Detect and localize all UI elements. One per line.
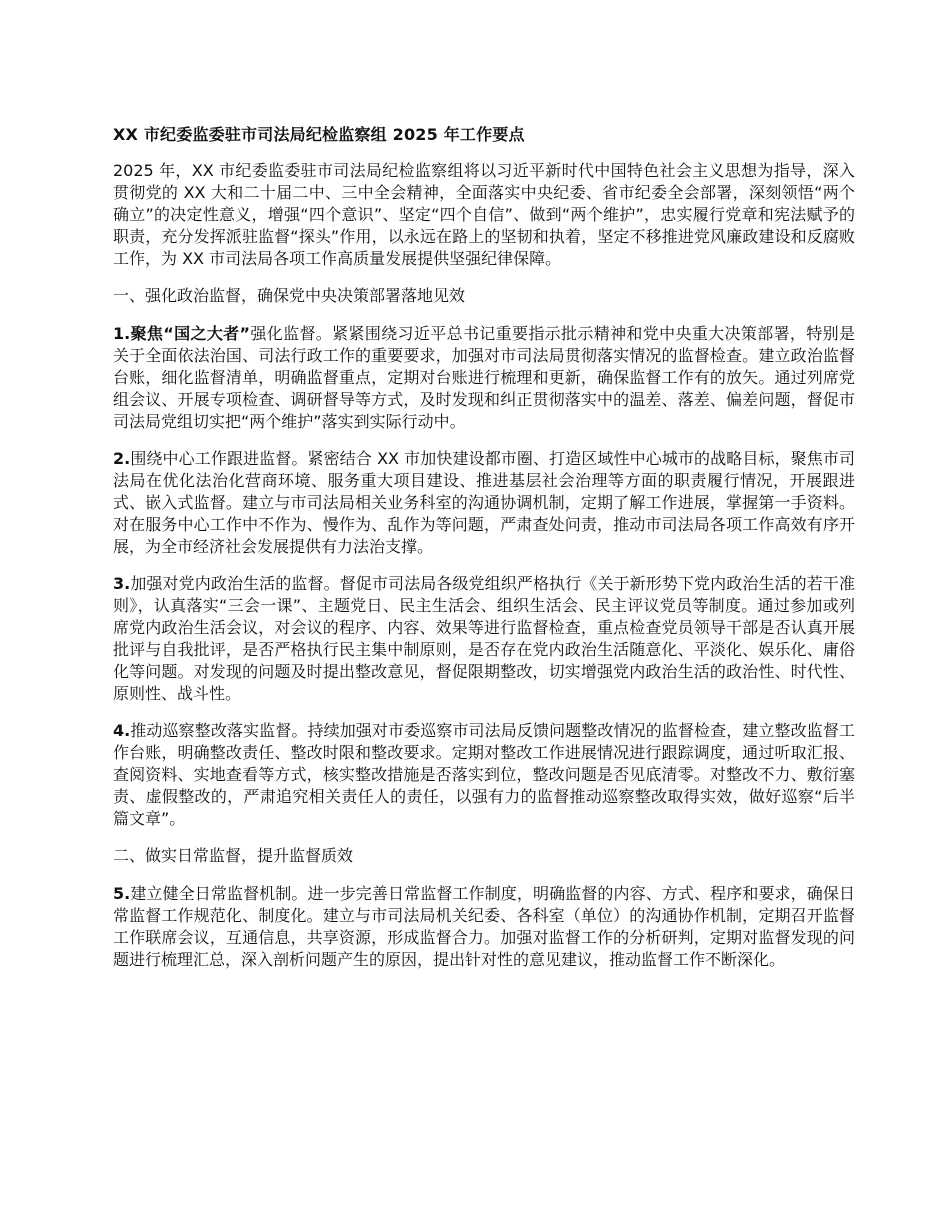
item-1-number: 1. [113,324,131,343]
item-2 [113,448,855,558]
item-1-body: 强化监督。紧紧围绕习近平总书记重要指示批示精神和党中央重大决策部署，特别是关于全面依法治国、司法行政工作的重要要求，加强对市司法局贯彻落实情况的监督检查。建立政治监督台账，细化监督清单，明确监督重点，定期对台账进行梳理和更新，确保监督工作有的放矢。通过列席党组会议、开展专项检查、调研督导等方式，及时发现和纠正贯彻落实中的温差、落差、偏差问题，督促市司法局党组切实把“两个维护”落实到实际行动中。 [113,324,855,431]
item-3-body: 加强对党内政治生活的监督。督促市司法局各级党组织严格执行《关于新形势下党内政治生活的若干准则》，认真落实“三会一课”、主题党日、民主生活会、组织生活会、民主评议党员等制度。通过参加或列席党内政治生活会议，对会议的程序、内容、效果等进行监督检查，重点检查党员领导干部是否认真开展批评与自我批评，是否严格执行民主集中制原则，是否存在党内政治生活随意化、平淡化、娱乐化、庸俗化等问题。对发现的问题及时提出整改意见，督促限期整改，切实增强党内政治生活的政治性、时代性、原则性、战斗性。 [113,574,855,703]
item-1 [113,323,855,433]
section-2-heading: 二、做实日常监督，提升监督质效 [113,846,354,865]
document-page [113,124,855,986]
item-1-lead: 聚焦“国之大者” [130,324,251,343]
document-title: XX 市纪委监委驻市司法局纪检监察组 2025 年工作要点 [113,125,525,144]
item-4 [113,720,855,830]
item-2-number: 2. [113,449,131,468]
item-4-number: 4. [113,721,131,740]
item-2-body: 围绕中心工作跟进监督。紧密结合 XX 市加快建设都市圈、打造区域性中心城市的战略目标，聚焦市司法局在优化法治化营商环境、服务重大项目建设、推进基层社会治理等方面的职责履行情况，开展跟进式、嵌入式监督。建立与市司法局相关业务科室的沟通协调机制，定期了解工作进展，掌握第一手资料。对在服务中心工作中不作为、慢作为、乱作为等问题，严肃查处问责，推动市司法局各项工作高效有序开展，为全市经济社会发展提供有力法治支撑。 [113,449,855,556]
intro-paragraph: 2025 年，XX 市纪委监委驻市司法局纪检监察组将以习近平新时代中国特色社会主义思想为指导，深入贯彻党的 XX 大和二十届二中、三中全会精神，全面落实中央纪委、省市纪委全会部署，深刻领悟“两个确立”的决定性意义，增强“四个意识”、坚定“四个自信”、做到“两个维护”，忠实履行党章和宪法赋予的职责，充分发挥派驻监督“探头”作用，以永远在路上的坚韧和执着，坚定不移推进党风廉政建设和反腐败工作，为 XX 市司法局各项工作高质量发展提供坚强纪律保障。 [113,161,855,268]
item-3-number: 3. [113,574,131,593]
item-4-body: 推动巡察整改落实监督。持续加强对市委巡察市司法局反馈问题整改情况的监督检查，建立整改监督工作台账，明确整改责任、整改时限和整改要求。定期对整改工作进展情况进行跟踪调度，通过听取汇报、查阅资料、实地查看等方式，核实整改措施是否落实到位，整改问题是否见底清零。对整改不力、敷衍塞责、虚假整改的，严肃追究相关责任人的责任，以强有力的监督推动巡察整改取得实效，做好巡察“后半篇文章”。 [113,721,855,828]
item-3 [113,573,855,705]
item-5 [113,883,855,971]
item-5-body: 建立健全日常监督机制。进一步完善日常监督工作制度，明确监督的内容、方式、程序和要求，确保日常监督工作规范化、制度化。建立与市司法局机关纪委、各科室（单位）的沟通协作机制，定期召开监督工作联席会议，互通信息，共享资源，形成监督合力。加强对监督工作的分析研判，定期对监督发现的问题进行梳理汇总，深入剖析问题产生的原因，提出针对性的意见建议，推动监督工作不断深化。 [113,884,855,969]
section-1-heading: 一、强化政治监督，确保党中央决策部署落地见效 [113,286,466,305]
item-5-number: 5. [113,884,131,903]
